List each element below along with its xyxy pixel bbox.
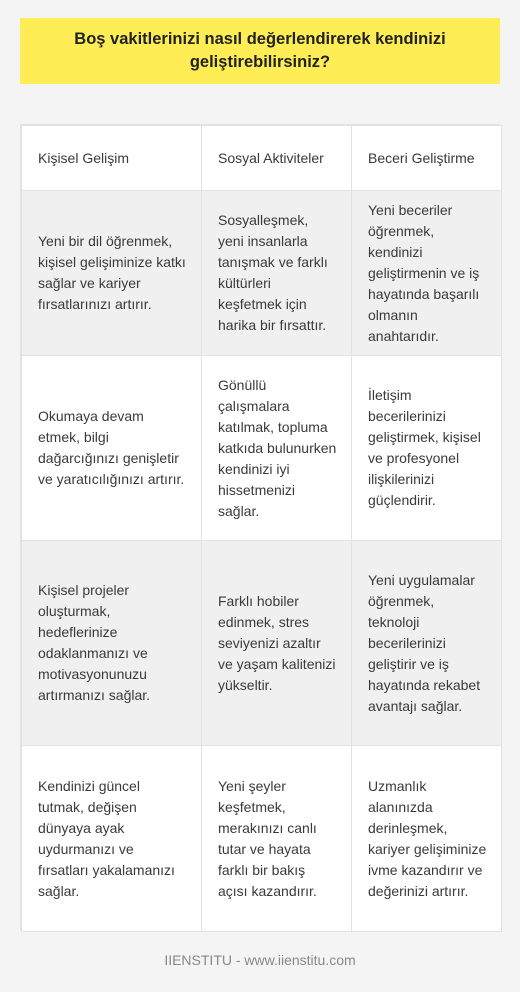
table-cell: Yeni bir dil öğrenmek, kişisel gelişiminize katkı sağlar ve kariyer fırsatlarınızı artırır. [22, 191, 202, 356]
table-cell: Yeni beceriler öğrenmek, kendinizi geliştirmenin ve iş hayatında başarılı olmanın anahtarıdır. [352, 191, 502, 356]
table-cell: Kendinizi güncel tutmak, değişen dünyaya ayak uydurmanızı ve fırsatları yakalamanızı sağlar. [22, 746, 202, 932]
table-row [22, 191, 502, 356]
table-cell: Uzmanlık alanınızda derinleşmek, kariyer gelişiminize ivme kazandırır ve değerinizi artırır. [352, 746, 502, 932]
table-row [22, 356, 502, 541]
table-cell: Farklı hobiler edinmek, stres seviyenizi azaltır ve yaşam kalitenizi yükseltir. [202, 541, 352, 746]
column-header-skill-development: Beceri Geliştirme [352, 126, 502, 191]
footer-credit: IIENSTITU - www.iienstitu.com [164, 952, 356, 968]
table-header-row [22, 126, 502, 191]
table-cell: Kişisel projeler oluşturmak, hedeflerinize odaklanmanızı ve motivasyonunuzu artırmanızı sağlar. [22, 541, 202, 746]
column-header-personal-development: Kişisel Gelişim [22, 126, 202, 191]
table-cell: Sosyalleşmek, yeni insanlarla tanışmak ve farklı kültürleri keşfetmek için harika bir fırsattır. [202, 191, 352, 356]
title-banner [20, 18, 500, 84]
column-header-social-activities: Sosyal Aktiviteler [202, 126, 352, 191]
table-cell: Yeni şeyler keşfetmek, merakınızı canlı tutar ve hayata farklı bir bakış açısı kazandırır. [202, 746, 352, 932]
table-cell: İletişim becerilerinizi geliştirmek, kişisel ve profesyonel ilişkilerinizi güçlendirir. [352, 356, 502, 541]
comparison-table-container [20, 124, 500, 930]
table-cell: Okumaya devam etmek, bilgi dağarcığınızı genişletir ve yaratıcılığınızı artırır. [22, 356, 202, 541]
table-row [22, 541, 502, 746]
page-title: Boş vakitlerinizi nasıl değerlendirerek kendinizi geliştirebilirsiniz? [74, 30, 446, 71]
table-cell: Gönüllü çalışmalara katılmak, topluma katkıda bulunurken kendinizi iyi hissetmenizi sağlar. [202, 356, 352, 541]
table-row [22, 746, 502, 932]
table-cell: Yeni uygulamalar öğrenmek, teknoloji becerilerinizi geliştirir ve iş hayatında rekabet avantajı sağlar. [352, 541, 502, 746]
comparison-table [21, 125, 502, 932]
